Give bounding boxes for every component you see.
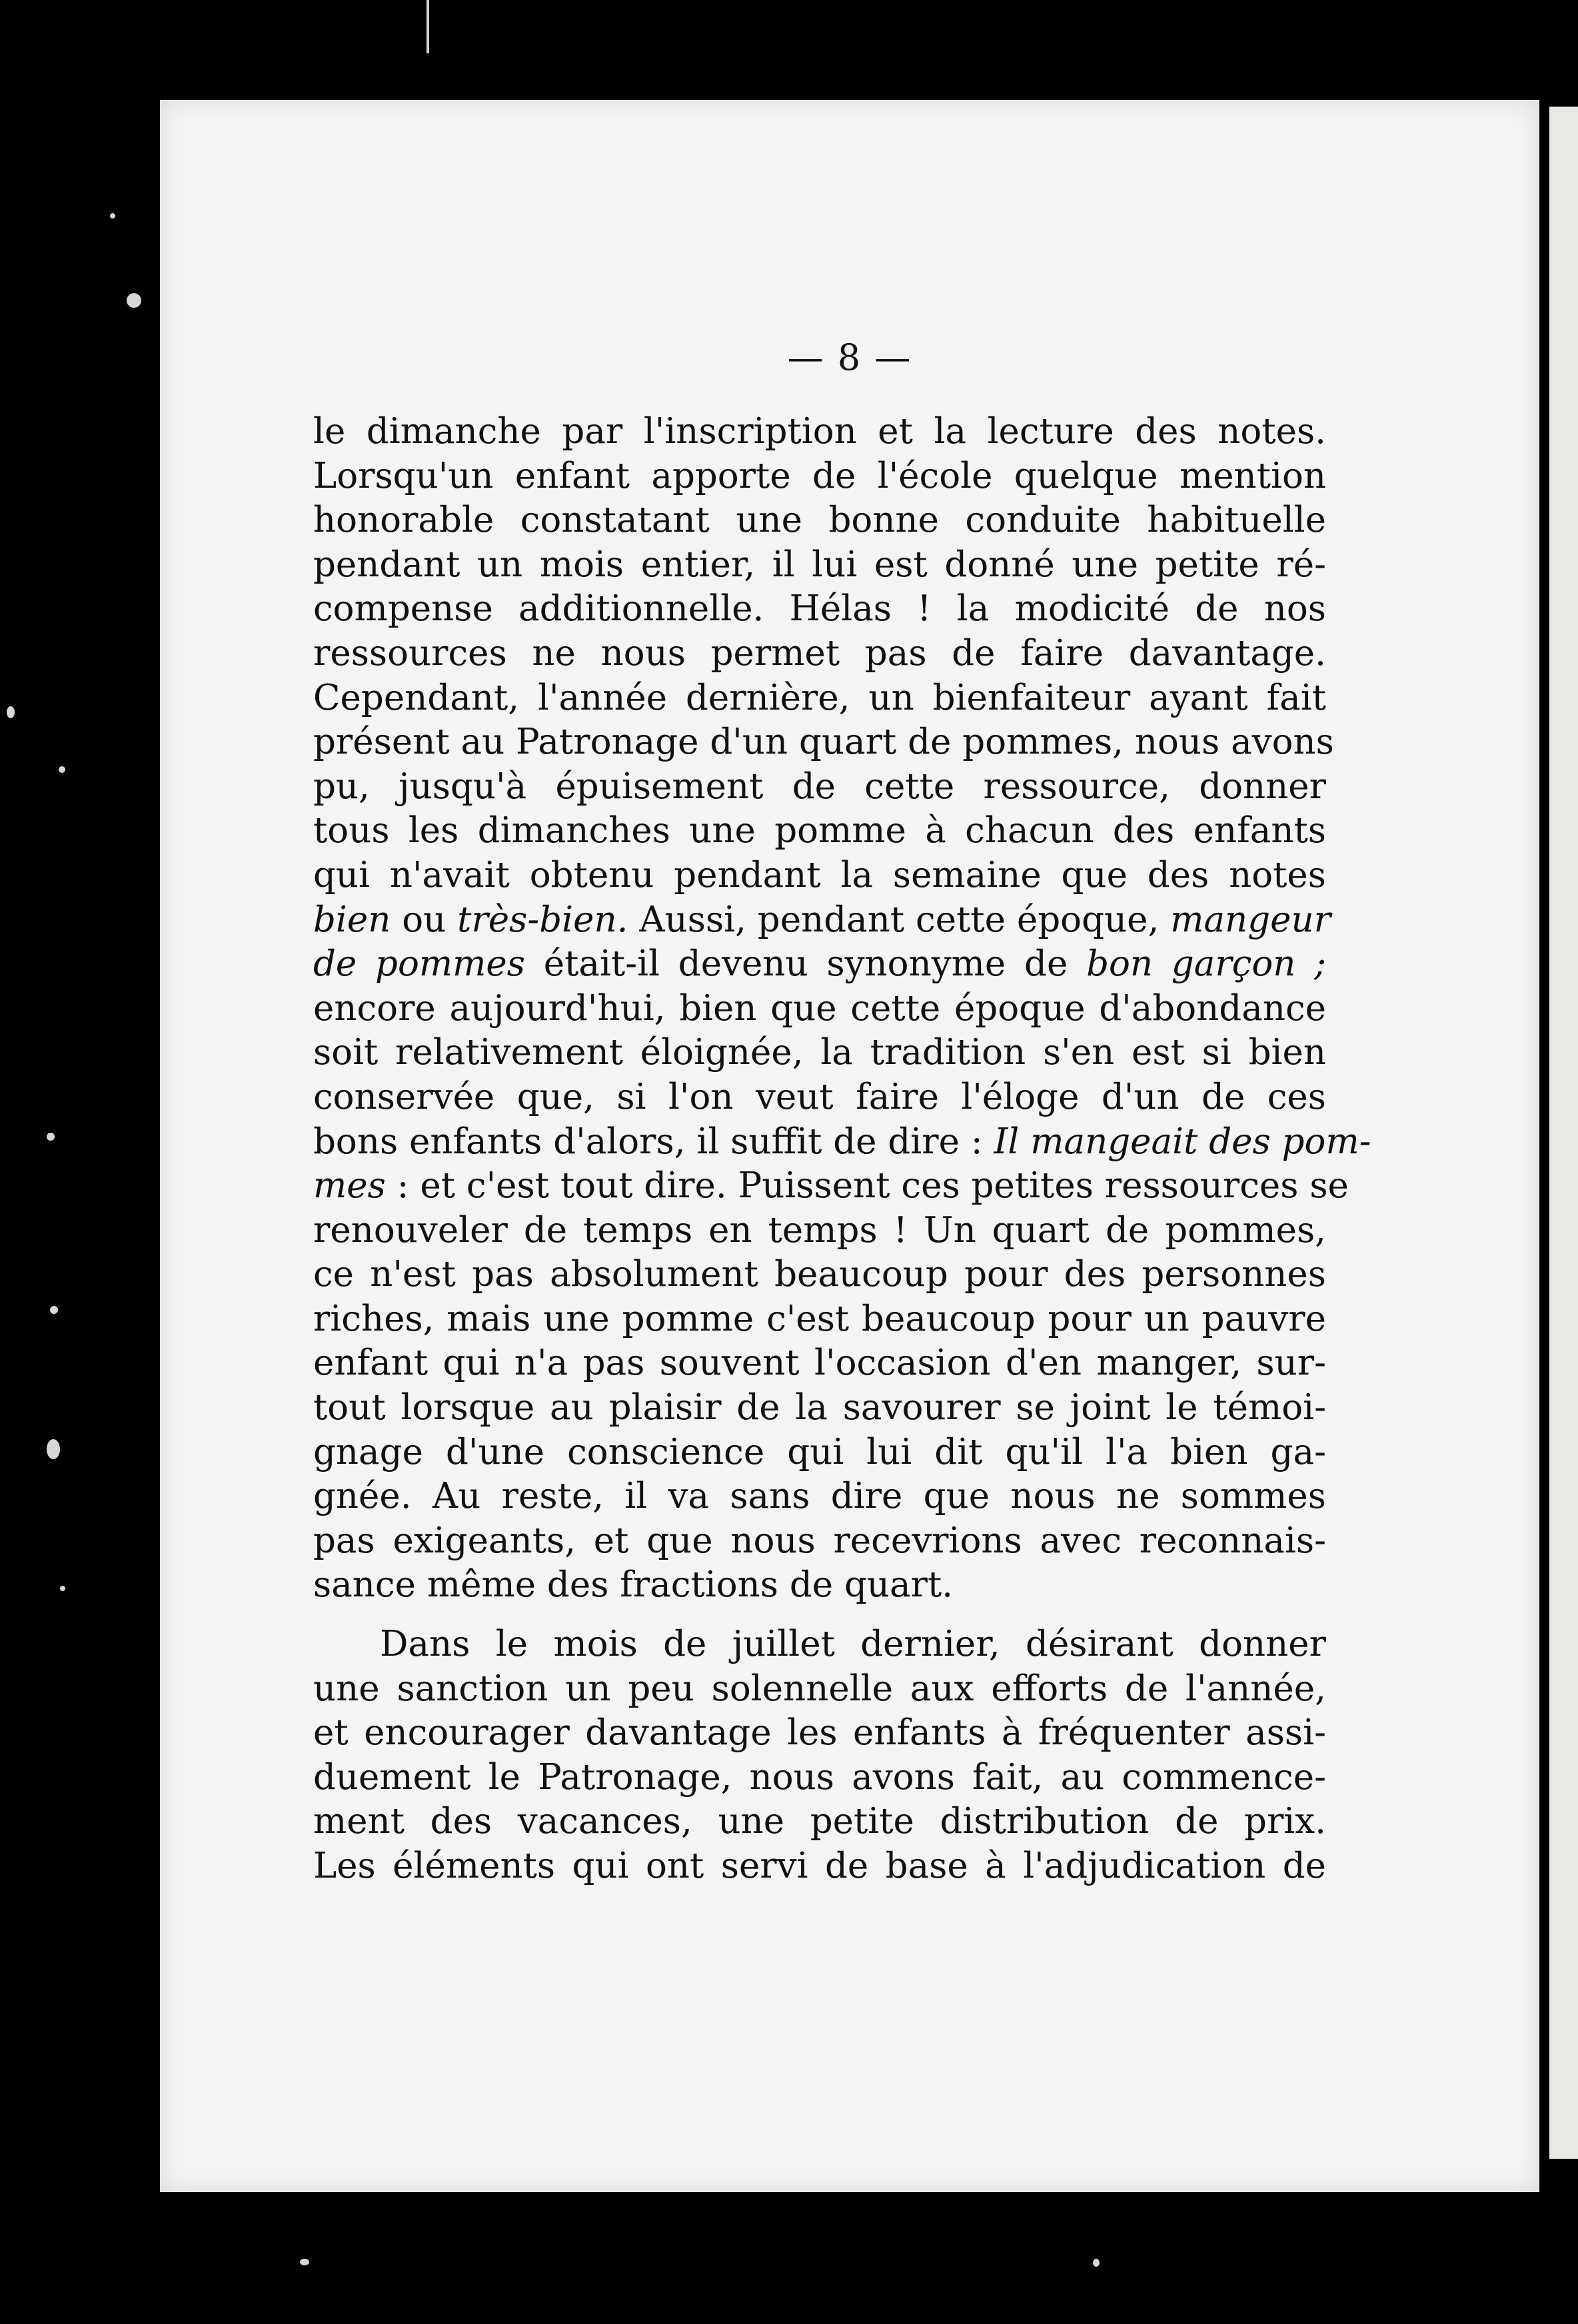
scan-speck	[47, 1439, 60, 1459]
text-line	[313, 1120, 1371, 1165]
italic-text: mangeur	[1170, 899, 1331, 940]
italic-text: bien	[313, 899, 391, 940]
page-text	[313, 410, 1371, 1889]
text-line: duement le Patronage, nous avons fait, au commence-	[313, 1756, 1326, 1798]
text-line: le dimanche par l'inscription et la lecture des notes.	[313, 411, 1326, 452]
text-line: tout lorsque au plaisir de la savourer se joint le témoi-	[313, 1387, 1326, 1429]
text-line: renouveler de temps en temps ! Un quart de pommes,	[313, 1209, 1326, 1251]
text-span: Aussi, pendant cette époque,	[628, 899, 1171, 940]
text-line: pendant un mois entier, il lui est donné une petite ré-	[313, 544, 1326, 585]
text-line: Cependant, l'année dernière, un bienfaiteur ayant fait	[313, 677, 1326, 718]
page-number: — 8 —	[787, 336, 912, 378]
text-span: ou	[391, 899, 458, 940]
text-line: présent au Patronage d'un quart de pommes, nous avons	[313, 722, 1334, 763]
text-line: tous les dimanches une pomme à chacun des enfants	[313, 810, 1326, 852]
text-line: Dans le mois de juillet dernier, désirant donner	[380, 1624, 1326, 1665]
scan-edge-line	[426, 0, 429, 53]
paragraph-1	[313, 410, 1371, 1608]
text-line	[313, 898, 1331, 943]
italic-text: bon garçon ;	[1086, 943, 1327, 985]
text-line: qui n'avait obtenu pendant la semaine que des notes	[313, 854, 1326, 895]
text-line: soit relativement éloignée, la tradition s'en est si bien	[313, 1032, 1326, 1073]
scan-speck	[60, 1586, 65, 1591]
text-line: enfant qui n'a pas souvent l'occasion d'en manger, sur-	[313, 1343, 1326, 1384]
text-line: ce n'est pas absolument beaucoup pour des personnes	[313, 1254, 1326, 1295]
adjacent-page-edge	[1549, 107, 1578, 2159]
italic-text: de pommes	[313, 943, 525, 985]
text-line	[313, 942, 1326, 987]
scan-speck	[1093, 2259, 1100, 2267]
text-line: Lorsqu'un enfant apporte de l'école quelque mention	[313, 455, 1326, 496]
scan-speck	[110, 213, 115, 219]
scan-speck	[50, 1306, 58, 1314]
scan-speck	[47, 1133, 55, 1141]
text-line	[313, 1164, 1349, 1209]
text-line: encore aujourd'hui, bien que cette époque d'abondance	[313, 987, 1326, 1029]
scan-speck	[59, 766, 65, 773]
italic-text: très-bien.	[457, 899, 628, 940]
scan-speck	[7, 706, 15, 718]
text-line: et encourager davantage les enfants à fréquenter assi-	[313, 1712, 1326, 1754]
text-span: était-il devenu synonyme de	[524, 943, 1087, 985]
text-span: bons enfants d'alors, il suffit de dire :	[313, 1121, 994, 1162]
italic-text: Il mangeait des pom-	[994, 1121, 1371, 1162]
text-line: pu, jusqu'à épuisement de cette ressource, donner	[313, 766, 1326, 807]
text-line: compense additionnelle. Hélas ! la modicité de nos	[313, 588, 1326, 630]
text-line: conservée que, si l'on veut faire l'éloge d'un de ces	[313, 1076, 1326, 1117]
text-line: gnée. Au reste, il va sans dire que nous ne sommes	[313, 1476, 1326, 1517]
text-span: : et c'est tout dire. Puissent ces petites ressources se	[385, 1165, 1349, 1207]
text-line: Les éléments qui ont servi de base à l'adjudication de	[313, 1846, 1326, 1886]
paragraph-2	[313, 1622, 1326, 1889]
text-line: gnage d'une conscience qui lui dit qu'il l'a bien ga-	[313, 1431, 1326, 1472]
text-line: honorable constatant une bonne conduite habituelle	[313, 500, 1326, 541]
text-line: pas exigeants, et que nous recevrions avec reconnais-	[313, 1520, 1326, 1561]
scan-speck	[127, 293, 141, 308]
text-line: une sanction un peu solennelle aux efforts de l'année,	[313, 1668, 1326, 1709]
italic-text: mes	[313, 1165, 386, 1207]
text-line: ment des vacances, une petite distribution de prix.	[313, 1801, 1326, 1842]
scan-speck	[300, 2259, 309, 2265]
text-line: sance même des fractions de quart.	[313, 1564, 954, 1606]
text-line: riches, mais une pomme c'est beaucoup pour un pauvre	[313, 1298, 1326, 1339]
text-line: ressources ne nous permet pas de faire davantage.	[313, 632, 1326, 674]
